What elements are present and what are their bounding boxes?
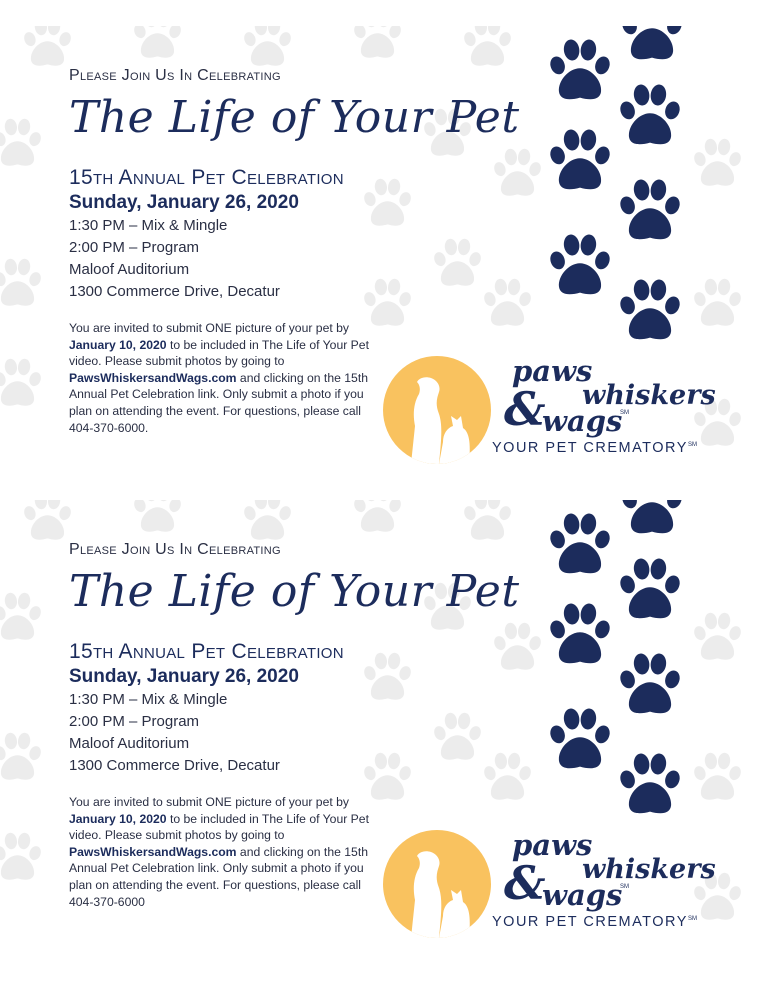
company-logo <box>380 354 716 466</box>
schedule-program: 2:00 PM – Program <box>69 713 200 730</box>
brand-wordmark: paws & whiskers wags SM <box>504 828 716 912</box>
event-title: The Life of Your Pet <box>69 566 520 617</box>
submission-instructions: You are invited to submit ONE picture of your pet by January 10, 2020 to be included in The Life of Your Pet video. Please submit photos by going to PawsWhiskersandWags.com and clicking on the 15th Annual Pet Celebration link. Only submit a photo if you plan on attending the event. For questions, please call 404-370-6000 <box>69 795 369 909</box>
pet-silhouette-icon <box>383 356 491 464</box>
invite-heading: Please Join Us In Celebrating <box>69 541 281 558</box>
event-title: The Life of Your Pet <box>69 92 520 143</box>
invitation-text <box>69 66 520 436</box>
pet-silhouette-icon <box>383 830 491 938</box>
venue-address: 1300 Commerce Drive, Decatur <box>69 757 280 774</box>
brand-wordmark: paws & whiskers wags SM <box>504 354 716 438</box>
event-date: Sunday, January 26, 2020 <box>69 192 299 213</box>
navy-paw-trail <box>535 26 715 356</box>
invite-heading: Please Join Us In Celebrating <box>69 67 281 84</box>
venue-address: 1300 Commerce Drive, Decatur <box>69 283 280 300</box>
venue-name: Maloof Auditorium <box>69 735 190 752</box>
event-date: Sunday, January 26, 2020 <box>69 666 299 687</box>
company-logo <box>380 828 716 940</box>
submission-deadline: January 10, 2020 <box>69 811 167 826</box>
brand-tagline: YOUR PET CREMATORY℠ <box>492 440 697 456</box>
website-link[interactable]: PawsWhiskersandWags.com <box>69 844 237 859</box>
submission-deadline: January 10, 2020 <box>69 337 167 352</box>
event-name: 15th Annual Pet Celebration <box>69 640 344 663</box>
invitation-text <box>69 540 520 910</box>
website-link[interactable]: PawsWhiskersandWags.com <box>69 370 237 385</box>
event-name: 15th Annual Pet Celebration <box>69 166 344 189</box>
schedule-mix: 1:30 PM – Mix & Mingle <box>69 217 228 234</box>
schedule-mix: 1:30 PM – Mix & Mingle <box>69 691 228 708</box>
invitation-card-top <box>0 26 768 466</box>
brand-tagline: YOUR PET CREMATORY℠ <box>492 914 697 930</box>
invitation-card-bottom <box>0 500 768 940</box>
navy-paw-trail <box>535 500 715 830</box>
schedule-program: 2:00 PM – Program <box>69 239 200 256</box>
submission-instructions: You are invited to submit ONE picture of your pet by January 10, 2020 to be included in The Life of Your Pet video. Please submit photos by going to PawsWhiskersandWags.com and clicking on the 15th Annual Pet Celebration link. Only submit a photo if you plan on attending the event. For questions, please call 404-370-6000. <box>69 321 369 435</box>
venue-name: Maloof Auditorium <box>69 261 190 278</box>
